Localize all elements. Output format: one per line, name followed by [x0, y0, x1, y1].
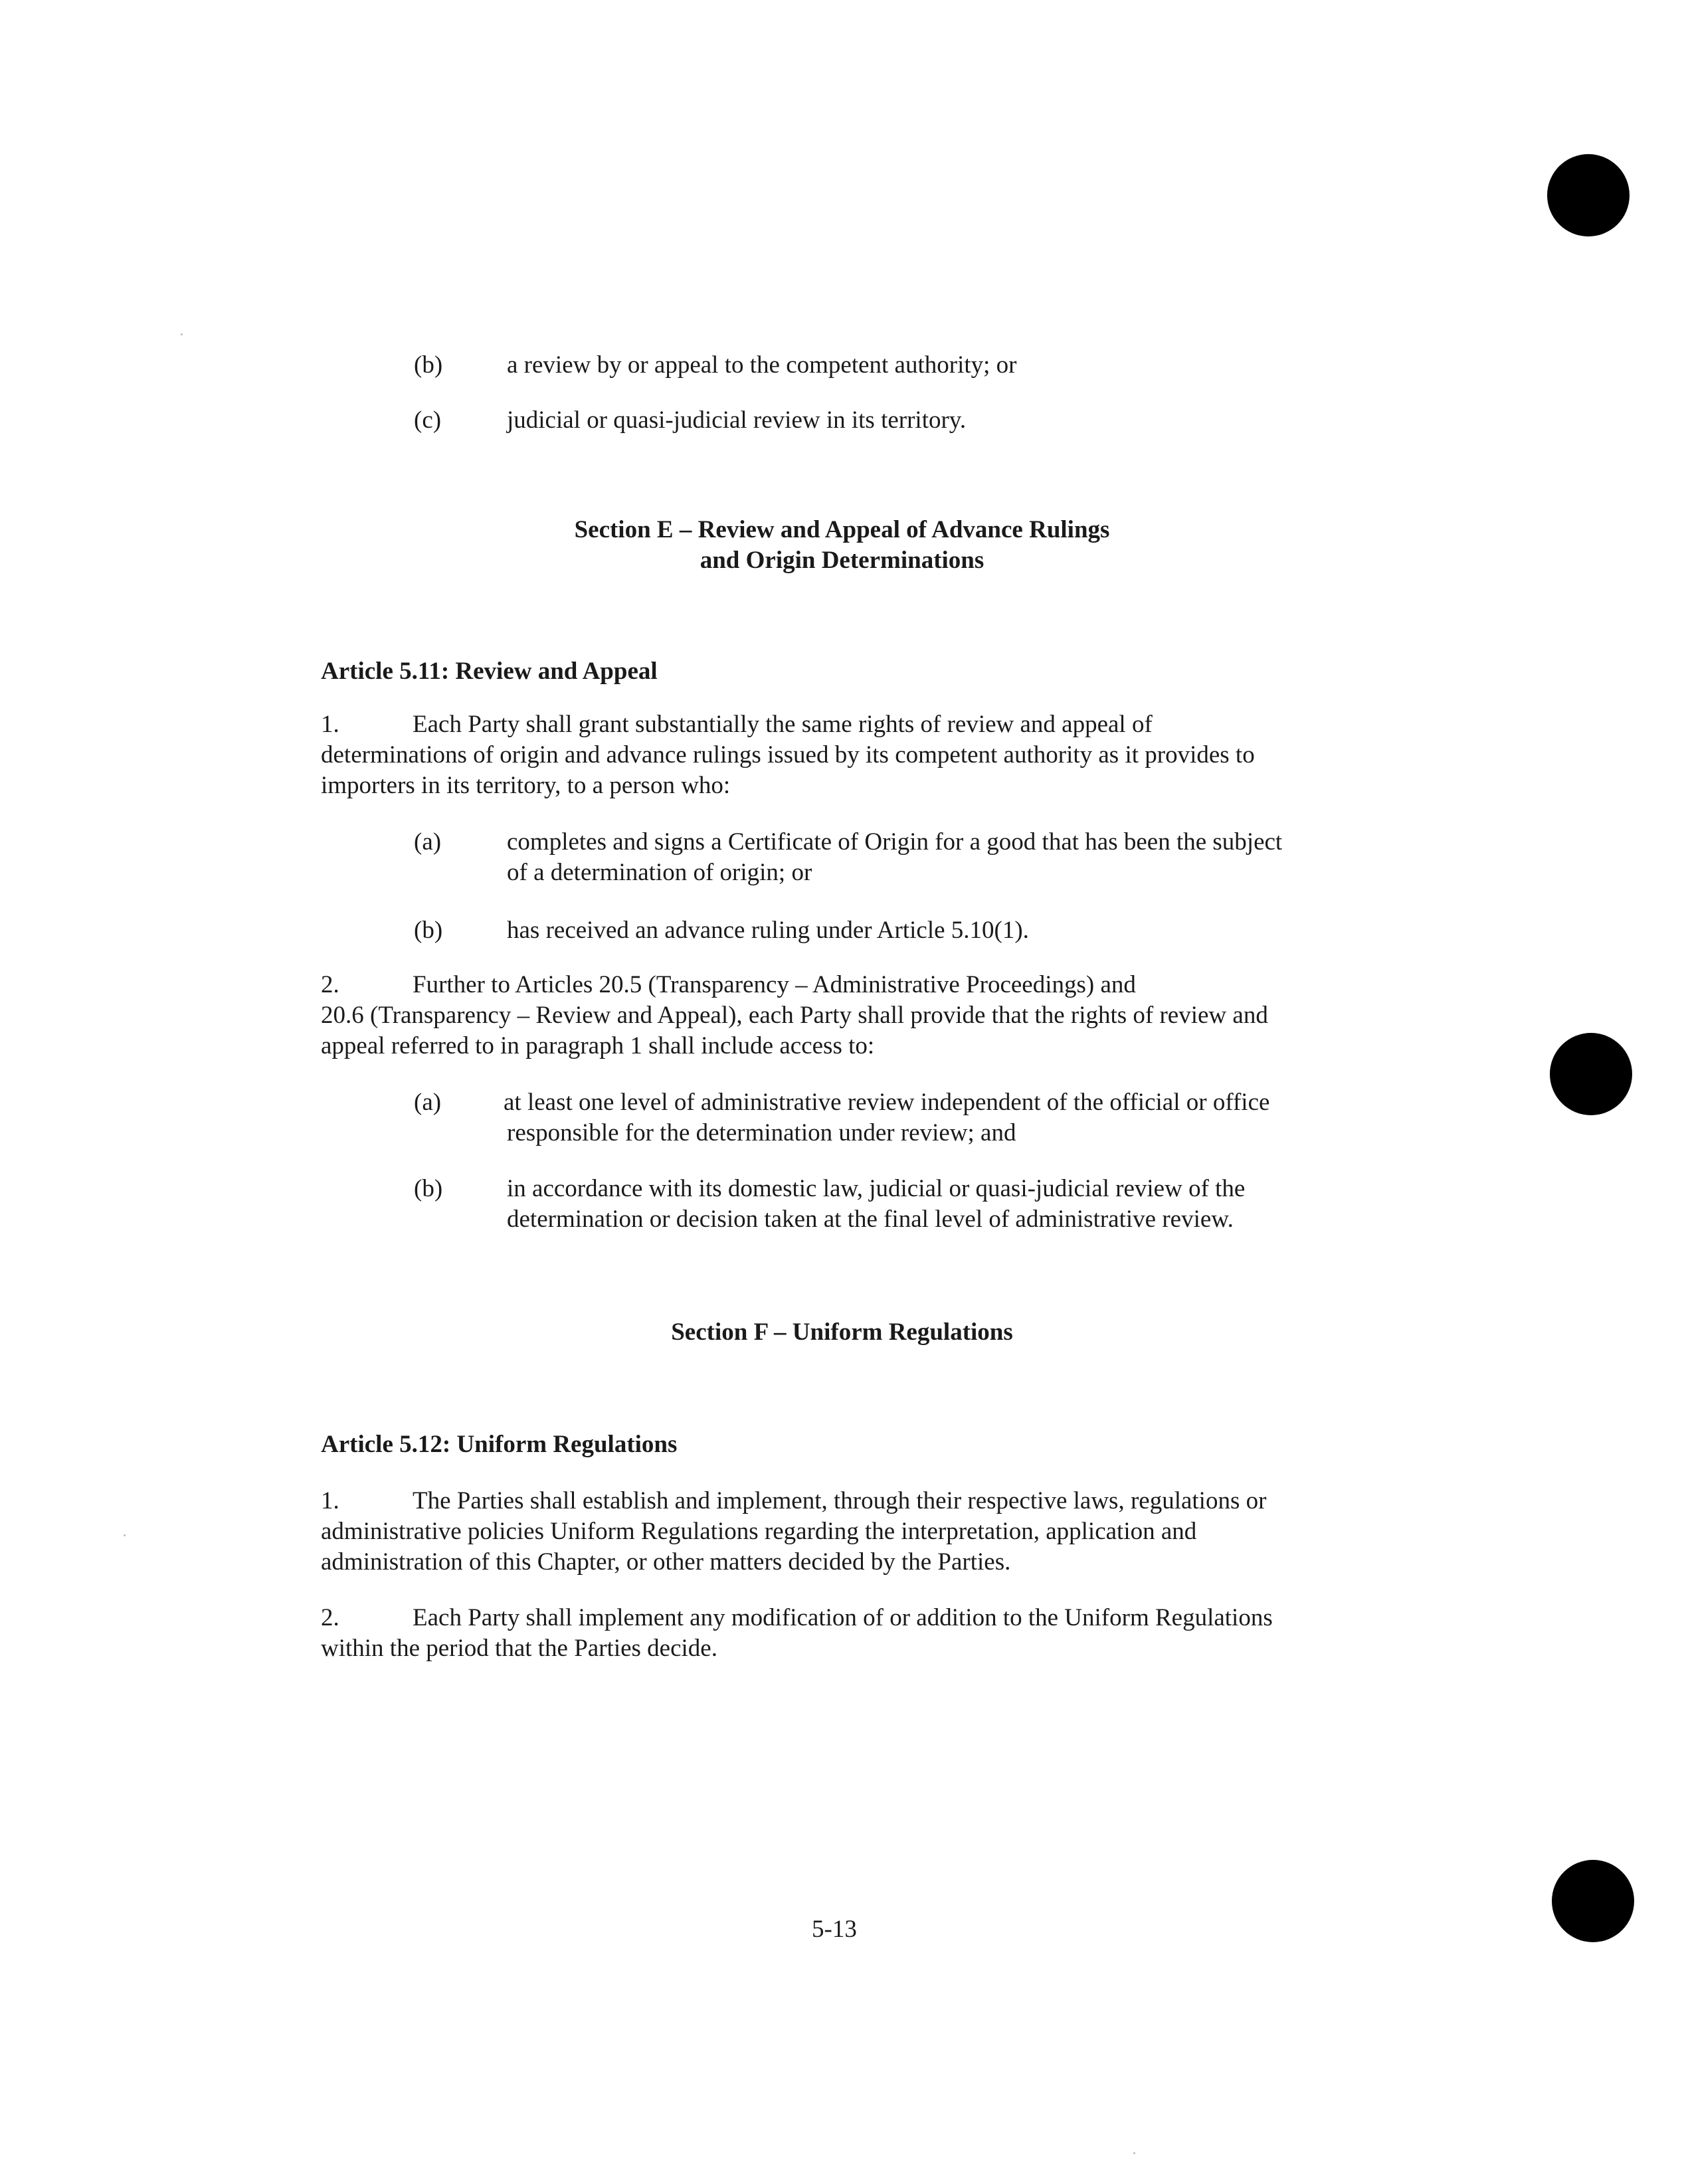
page-number: 5-13	[812, 1916, 857, 1943]
scan-speck	[1133, 2152, 1135, 2154]
list-item-label: (a)	[414, 1089, 442, 1116]
article-5-12-heading: Article 5.12: Uniform Regulations	[321, 1431, 678, 1458]
paragraph-text: administrative policies Uniform Regulations regarding the interpretation, application and	[321, 1518, 1197, 1545]
paragraph-text: 20.6 (Transparency – Review and Appeal), each Party shall provide that the rights of review and	[321, 1002, 1268, 1029]
article-5-11-heading: Article 5.11: Review and Appeal	[321, 658, 658, 685]
list-item-text: of a determination of origin; or	[507, 859, 812, 886]
list-item-text: judicial or quasi-judicial review in its territory.	[507, 407, 967, 434]
paragraph-number: 1.	[321, 1487, 339, 1514]
list-item-text: a review by or appeal to the competent authority; or	[507, 351, 1017, 379]
paragraph-text: administration of this Chapter, or other matters decided by the Parties.	[321, 1548, 1011, 1576]
list-item-label: (b)	[414, 351, 443, 379]
list-item-text: has received an advance ruling under Article 5.10(1).	[507, 917, 1029, 944]
paragraph-number: 2.	[321, 1604, 339, 1631]
paragraph-number: 2.	[321, 971, 339, 998]
paragraph-text: Further to Articles 20.5 (Transparency – Administrative Proceedings) and	[413, 971, 1136, 998]
list-item-text: responsible for the determination under review; and	[507, 1119, 1016, 1146]
punch-hole-middle	[1550, 1033, 1632, 1115]
list-item-text: completes and signs a Certificate of Origin for a good that has been the subject	[507, 828, 1283, 856]
list-item-label: (b)	[414, 917, 443, 944]
list-item-text: in accordance with its domestic law, judicial or quasi-judicial review of the	[507, 1175, 1246, 1202]
list-item-text: at least one level of administrative review independent of the official or office	[504, 1089, 1270, 1116]
list-item-label: (a)	[414, 828, 442, 856]
paragraph-text: Each Party shall grant substantially the same rights of review and appeal of	[413, 711, 1153, 738]
list-item-label: (b)	[414, 1175, 443, 1202]
scan-speck	[124, 1534, 126, 1536]
paragraph-text: within the period that the Parties decide.	[321, 1635, 717, 1662]
paragraph-text: The Parties shall establish and implement, through their respective laws, regulations or	[413, 1487, 1267, 1514]
paragraph-text: importers in its territory, to a person who:	[321, 772, 731, 799]
paragraph-number: 1.	[321, 711, 339, 738]
punch-hole-top	[1547, 154, 1630, 236]
punch-hole-bottom	[1552, 1860, 1634, 1942]
section-e-title-line1: Section E – Review and Appeal of Advance Rulings	[574, 516, 1110, 543]
paragraph-text: Each Party shall implement any modification of or addition to the Uniform Regulations	[413, 1604, 1273, 1631]
paragraph-text: determinations of origin and advance rulings issued by its competent authority as it provides to	[321, 741, 1255, 769]
paragraph-text: appeal referred to in paragraph 1 shall include access to:	[321, 1032, 875, 1059]
section-e-title-line2: and Origin Determinations	[700, 547, 984, 574]
list-item-text: determination or decision taken at the final level of administrative review.	[507, 1206, 1234, 1233]
list-item-label: (c)	[414, 407, 442, 434]
section-f-title: Section F – Uniform Regulations	[671, 1319, 1013, 1346]
scan-speck	[181, 333, 183, 335]
